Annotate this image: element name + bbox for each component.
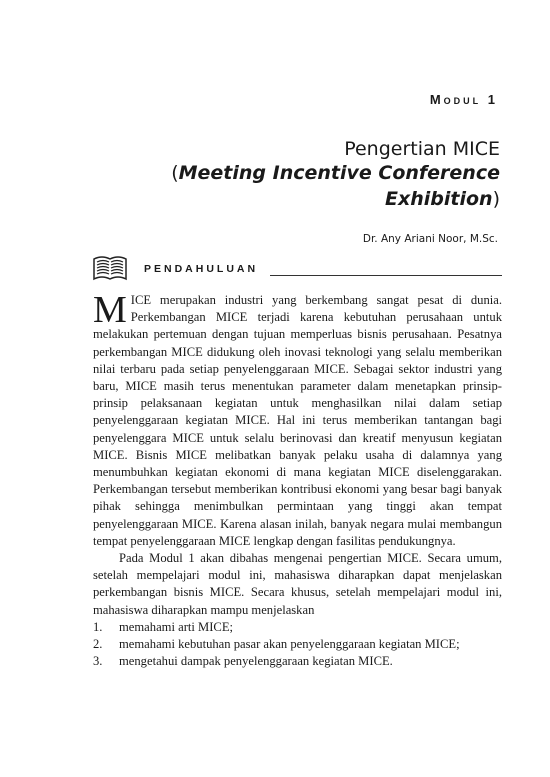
module-label: Modul 1	[429, 92, 498, 107]
drop-cap: M	[93, 289, 127, 331]
section-rule	[270, 275, 502, 276]
section-title: PENDAHULUAN	[144, 263, 259, 275]
title-subtitle: Meeting Incentive Conference	[178, 162, 500, 184]
author-name: Dr. Any Ariani Noor, M.Sc.	[362, 233, 498, 245]
title-line-3	[385, 188, 500, 210]
title-line-1: Pengertian MICE	[344, 138, 500, 160]
book-icon	[92, 254, 128, 282]
list-item: 3. mengetahui dampak penyelenggaraan kegiatan MICE.	[93, 654, 393, 669]
title-line-2	[171, 162, 500, 184]
list-item: 1. memahami arti MICE;	[93, 619, 234, 634]
intro-paragraph	[93, 289, 502, 550]
body-text	[93, 289, 502, 670]
objectives-paragraph: Pada Modul 1 akan dibahas mengenai pengertian MICE. Secara umum, setelah mempelajari modul ini, mahasiswa diharapkan dapat menjelaskan perkembangan bisnis MICE. Secara khusus, setelah mempelajari modul ini, mahasiswa diharapkan mampu menjelaskan	[93, 551, 502, 617]
section-heading	[92, 254, 502, 282]
title-open-paren: (	[171, 162, 179, 184]
objectives-list	[93, 619, 502, 671]
list-item: 2. memahami kebutuhan pasar akan penyelenggaraan kegiatan MICE;	[93, 637, 460, 652]
title-subtitle-end: Exhibition	[385, 188, 493, 210]
intro-text: ICE merupakan industri yang berkembang sangat pesat di dunia. Perkembangan MICE terjadi karena kebutuhan perusahaan untuk melakukan pertemuan dengan tujuan memperluas bisnis perusahaan. Pesatnya perkembangan MICE didukung oleh inovasi teknologi yang selalu memberikan nilai terbaru pada setiap penyelenggaraan MICE. Sebagai sektor industri yang baru, MICE masih terus menentukan parameter dalam menetapkan prinsip-prinsip pelaksanaan kegiatan untuk menghasilkan nilai dalam setiap penyelenggaraan kegiatan MICE. Hal ini terus memberikan tantangan bagi penyelenggara MICE untuk selalu berinovasi dan kreatif menyusun kegiatan MICE. Bisnis MICE melibatkan banyak pelaku usaha di dalamnya yang menumbuhkan kegiatan ekonomi di mana kegiatan MICE diselenggarakan. Perkembangan tersebut memberikan kontribusi ekonomi yang besar bagi banyak pihak sehingga menimbulkan permintaan yang tinggi akan tempat penyelenggaraan MICE. Karena alasan inilah, banyak negara mulai membangun tempat penyelenggaraan MICE lengkap dengan fasilitas pendukungnya.	[93, 293, 502, 548]
title-close-paren: )	[492, 188, 500, 210]
